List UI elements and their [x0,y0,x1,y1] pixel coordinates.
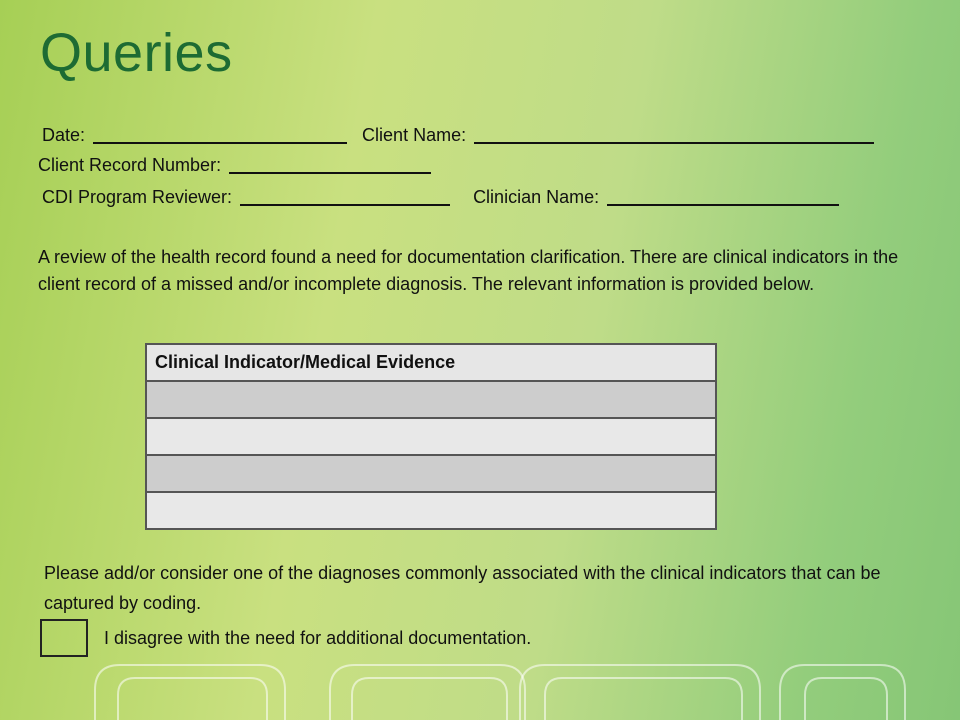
disagree-label: I disagree with the need for additional documentation. [104,628,532,648]
clinician-label: Clinician Name: [473,187,600,207]
record-number-label: Client Record Number: [38,155,222,175]
table-cell[interactable] [146,492,716,529]
record-number-field[interactable] [229,154,431,174]
reviewer-field[interactable] [240,186,450,206]
disagree-checkbox[interactable] [40,619,88,657]
client-name-field[interactable] [474,124,874,144]
reviewer-row [42,186,839,208]
evidence-table [145,343,717,530]
table-row [146,418,716,455]
table-row [146,381,716,418]
date-row [42,124,874,146]
page-title: Queries [40,23,233,83]
clinician-field[interactable] [607,186,839,206]
intro-paragraph: A review of the health record found a need for documentation clarification. There are clinical indicators in the client record of a missed and/or incomplete diagnosis. The relevant information is provided below. [38,247,899,294]
table-row [146,492,716,529]
table-row [146,455,716,492]
table-cell[interactable] [146,381,716,418]
request-paragraph: Please add/or consider one of the diagnoses commonly associated with the clinical indicators that can be captured by coding. [44,563,881,613]
table-cell[interactable] [146,455,716,492]
table-cell[interactable] [146,418,716,455]
date-label: Date: [42,125,86,145]
table-header-cell: Clinical Indicator/Medical Evidence [146,344,716,381]
date-field[interactable] [93,124,347,144]
client-name-label: Client Name: [362,125,467,145]
record-number-row [38,154,431,176]
reviewer-label: CDI Program Reviewer: [42,187,233,207]
table-header-row [146,344,716,381]
